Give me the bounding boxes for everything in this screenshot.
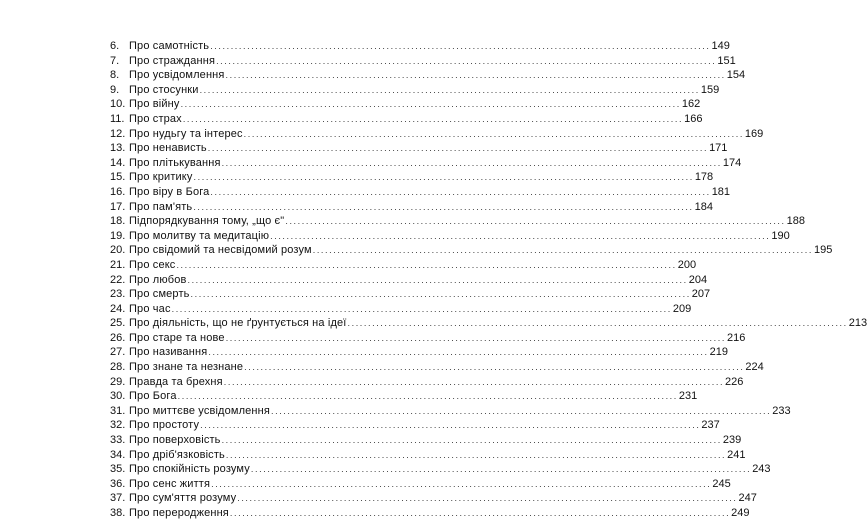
toc-entry-title: Про усвідомлення <box>129 69 225 82</box>
toc-entry <box>110 127 764 142</box>
dot-leader <box>193 200 693 215</box>
toc-entry-number: 36. <box>110 477 126 490</box>
toc-entry-number: 34. <box>110 448 126 461</box>
toc-entry <box>110 418 720 433</box>
toc-entry-page-number: 219 <box>709 346 728 359</box>
toc-entry-number: 15. <box>110 171 126 184</box>
toc-entry-title: Про поверховість <box>129 434 221 447</box>
toc-entry-number: 13. <box>110 142 126 155</box>
toc-entry <box>110 316 867 331</box>
toc-entry <box>110 345 728 360</box>
toc-entry-title: Про ненависть <box>129 142 207 155</box>
toc-entry <box>110 170 714 185</box>
toc-entry-title: Про нудьгу та інтерес <box>129 127 243 140</box>
dot-leader <box>211 477 711 492</box>
toc-entry-page-number: 231 <box>678 390 698 403</box>
toc-entry <box>110 404 791 419</box>
toc-entry-page-number: 159 <box>700 83 720 96</box>
dot-leader <box>251 462 751 477</box>
toc-entry-title: Про стосунки <box>129 83 199 96</box>
toc-entry-title: Про страждання <box>129 54 216 67</box>
toc-entry-title: Про переродження <box>129 507 229 519</box>
toc-entry-number: 21. <box>110 258 126 271</box>
toc-entry-page-number: 241 <box>727 448 746 461</box>
dot-leader <box>210 185 710 200</box>
toc-entry-number: 38. <box>110 507 126 519</box>
toc-entry-page-number: 178 <box>694 171 714 184</box>
toc-entry-title: Про називання <box>129 346 208 359</box>
toc-entry-page-number: 181 <box>711 185 731 198</box>
toc-entry-number: 26. <box>110 331 126 344</box>
toc-entry-page-number: 243 <box>752 463 771 476</box>
toc-entry-page-number: 239 <box>722 434 742 447</box>
toc-entry-title: Про знане та незнане <box>129 361 244 374</box>
toc-entry-page-number: 190 <box>771 229 790 242</box>
toc-entry <box>110 97 701 112</box>
toc-entry-title: Про сенс життя <box>129 477 211 490</box>
toc-entry-page-number: 195 <box>813 244 833 257</box>
toc-entry-page-number: 166 <box>684 112 703 125</box>
toc-entry-title: Про дріб'язковість <box>129 448 225 461</box>
toc-entry-title: Про плітькування <box>129 156 221 169</box>
toc-entry-title: Про страх <box>129 112 182 125</box>
dot-leader <box>208 345 708 360</box>
toc-entry-number: 22. <box>110 273 126 286</box>
toc-entry-number: 18. <box>110 215 126 228</box>
toc-entry-number: 28. <box>110 361 126 374</box>
toc-entry-title: Про самотність <box>129 40 210 52</box>
toc-entry-number: 37. <box>110 492 126 505</box>
dot-leader <box>200 418 700 433</box>
toc-entry <box>110 448 746 463</box>
toc-entry-number: 35. <box>110 463 126 476</box>
dot-leader <box>222 433 722 448</box>
dot-leader <box>226 331 726 346</box>
dot-leader <box>191 287 691 302</box>
toc-entry-page-number: 184 <box>694 200 713 213</box>
toc-entry <box>110 83 720 98</box>
toc-entry-number: 20. <box>110 244 126 257</box>
toc-entry-page-number: 224 <box>745 361 764 374</box>
toc-entry <box>110 287 711 302</box>
dot-leader <box>271 404 771 419</box>
dot-leader <box>313 243 813 258</box>
table-of-contents <box>110 39 867 521</box>
toc-entry-number: 9. <box>110 83 120 96</box>
dot-leader <box>210 39 710 54</box>
toc-entry-page-number: 154 <box>726 69 746 82</box>
toc-entry <box>110 462 771 477</box>
toc-entry <box>110 506 750 521</box>
toc-entry <box>110 112 703 127</box>
dot-leader <box>224 375 724 390</box>
toc-entry <box>110 389 698 404</box>
toc-entry-number: 29. <box>110 375 126 388</box>
toc-entry <box>110 258 697 273</box>
dot-leader <box>187 273 687 288</box>
toc-entry-title: Про молитву та медитацію <box>129 229 270 242</box>
toc-entry <box>110 477 731 492</box>
toc-entry-title: Про Бога <box>129 390 177 403</box>
toc-entry-title: Про війну <box>129 98 180 111</box>
toc-entry-page-number: 200 <box>677 258 697 271</box>
toc-entry <box>110 433 742 448</box>
toc-entry-number: 17. <box>110 200 126 213</box>
toc-entry-number: 12. <box>110 127 126 140</box>
toc-entry-number: 6. <box>110 40 120 52</box>
toc-entry <box>110 68 746 83</box>
toc-entry-page-number: 237 <box>701 419 720 432</box>
dot-leader <box>222 156 722 171</box>
toc-entry-number: 11. <box>110 112 125 125</box>
toc-entry <box>110 39 730 54</box>
toc-entry-page-number: 171 <box>709 142 728 155</box>
toc-entry-page-number: 204 <box>688 273 708 286</box>
toc-entry-title: Про критику <box>129 171 193 184</box>
dot-leader <box>172 302 672 317</box>
toc-entry-number: 25. <box>110 317 126 330</box>
toc-entry <box>110 156 742 171</box>
toc-entry-page-number: 188 <box>786 215 805 228</box>
toc-entry-page-number: 169 <box>744 127 764 140</box>
toc-entry <box>110 491 757 506</box>
toc-entry-page-number: 233 <box>772 404 791 417</box>
toc-entry <box>110 331 746 346</box>
toc-entry-title: Про сум'яття розуму <box>129 492 237 505</box>
toc-entry-page-number: 151 <box>717 54 736 67</box>
toc-entry-page-number: 216 <box>726 331 746 344</box>
toc-entry-page-number: 209 <box>672 302 692 315</box>
toc-entry <box>110 214 805 229</box>
dot-leader <box>270 229 770 244</box>
dot-leader <box>200 83 700 98</box>
toc-entry-title: Про час <box>129 302 171 315</box>
toc-entry-title: Про простоту <box>129 419 200 432</box>
toc-entry-number: 30. <box>110 390 126 403</box>
toc-entry-page-number: 174 <box>722 156 742 169</box>
dot-leader <box>237 491 737 506</box>
toc-entry-number: 32. <box>110 419 126 432</box>
dot-leader <box>194 170 694 185</box>
dot-leader <box>244 127 744 142</box>
toc-entry-page-number: 149 <box>711 40 730 52</box>
toc-entry-page-number: 247 <box>738 492 757 505</box>
toc-entry <box>110 302 692 317</box>
toc-entry-title: Підпорядкування тому, „що є" <box>129 215 285 228</box>
toc-entry-page-number: 245 <box>712 477 731 490</box>
toc-entry-page-number: 162 <box>681 98 701 111</box>
dot-leader <box>230 506 730 521</box>
dot-leader <box>285 214 785 229</box>
toc-entry <box>110 375 744 390</box>
toc-entry-number: 8. <box>110 69 120 82</box>
toc-entry-title: Правда та брехня <box>129 375 223 388</box>
dot-leader <box>226 448 726 463</box>
toc-entry-title: Про миттєве усвідомлення <box>129 404 270 417</box>
toc-entry-title: Про спокійність розуму <box>129 463 250 476</box>
toc-entry-title: Про діяльність, що не ґрунтується на ідеї <box>129 317 347 330</box>
toc-entry-page-number: 207 <box>691 288 711 301</box>
dot-leader <box>348 316 848 331</box>
dot-leader <box>216 54 716 69</box>
toc-entry-title: Про свідомий та несвідомий розум <box>129 244 312 257</box>
toc-entry <box>110 185 731 200</box>
toc-entry-number: 33. <box>110 434 126 447</box>
toc-entry-title: Про старе та нове <box>129 331 225 344</box>
toc-entry-number: 7. <box>110 54 120 67</box>
toc-entry-number: 16. <box>110 185 126 198</box>
toc-entry-number: 14. <box>110 156 126 169</box>
toc-entry-title: Про пам'ять <box>129 200 193 213</box>
toc-entry-number: 31. <box>110 404 126 417</box>
toc-entry-title: Про віру в Бога <box>129 185 210 198</box>
toc-entry-title: Про любов <box>129 273 187 286</box>
toc-entry <box>110 360 764 375</box>
toc-entry-title: Про смерть <box>129 288 190 301</box>
toc-entry <box>110 243 833 258</box>
dot-leader <box>208 141 708 156</box>
toc-entry-number: 10. <box>110 98 126 111</box>
toc-entry-number: 23. <box>110 288 126 301</box>
toc-entry <box>110 200 713 215</box>
dot-leader <box>244 360 744 375</box>
dot-leader <box>181 97 681 112</box>
toc-entry-page-number: 226 <box>725 375 744 388</box>
toc-entry <box>110 54 736 69</box>
toc-entry-number: 24. <box>110 302 126 315</box>
toc-entry <box>110 273 708 288</box>
dot-leader <box>183 112 683 127</box>
toc-entry <box>110 229 790 244</box>
toc-entry <box>110 141 728 156</box>
toc-entry-number: 27. <box>110 346 126 359</box>
dot-leader <box>176 258 676 273</box>
toc-entry-page-number: 213 <box>848 317 867 330</box>
toc-entry-page-number: 249 <box>731 507 750 519</box>
dot-leader <box>226 68 726 83</box>
dot-leader <box>178 389 678 404</box>
toc-entry-title: Про секс <box>129 258 176 271</box>
toc-entry-number: 19. <box>110 229 126 242</box>
